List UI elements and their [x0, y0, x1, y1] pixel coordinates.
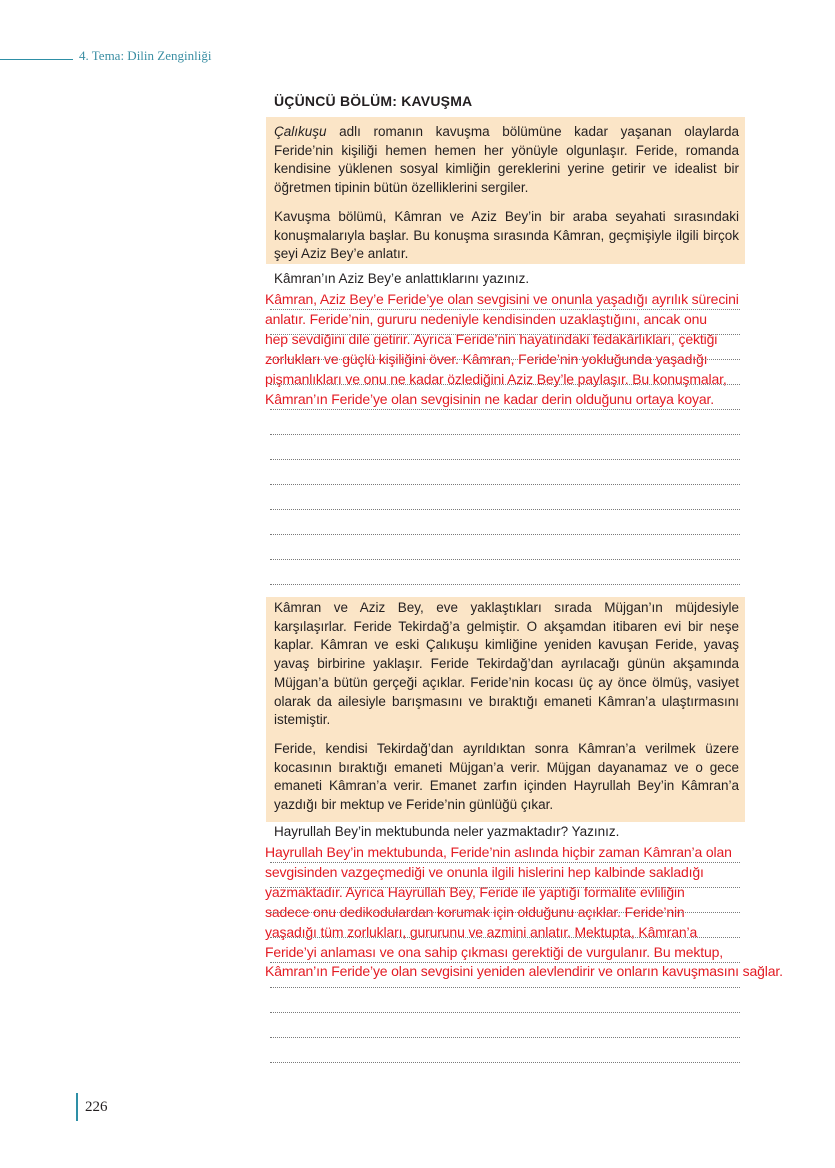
answer-line: yazmaktadır. Ayrıca Hayrullah Bey, Feride ile yaptığı formalite evliliğin — [265, 883, 685, 900]
answer-1 — [265, 290, 739, 409]
answer-line: Kâmran’ın Feride’ye olan sevgisini yeniden alevlendirir ve onların kavuşmasını sağlar. — [265, 963, 783, 980]
writing-line — [270, 459, 740, 460]
writing-line — [270, 584, 740, 585]
writing-line — [270, 937, 740, 938]
answer-line: anlatır. Feride’nin, gururu nedeniyle kendisinden uzaklaştığını, ancak onu — [265, 310, 707, 327]
answer-line: yaşadığı tüm zorlukları, gururunu ve azmini anlatır. Mektupta, Kâmran’a — [265, 923, 698, 940]
header-rule — [0, 59, 73, 60]
answer-line: hep sevdiğini dile getirir. Ayrıca Feride’nin hayatındaki fedakârlıkları, çektiği — [265, 330, 718, 347]
chapter-header: 4. Tema: Dilin Zenginliği — [79, 48, 212, 63]
answer-line: sadece onu dedikodulardan korumak için olduğunu açıklar. Feride’nin — [265, 903, 685, 920]
writing-line — [270, 962, 740, 963]
writing-line — [270, 559, 740, 560]
summary-paragraph: Kavuşma bölümü, Kâmran ve Aziz Bey’in bir araba seyahati sırasındaki konuşmalarıyla başlar. Bu konuşma sırasında Kâmran, geçmişiyle ilgili birçok şeyi Aziz Bey’e anlatır. — [274, 208, 739, 262]
question-2: Hayrullah Bey’in mektubunda neler yazmaktadır? Yazınız. — [274, 824, 620, 839]
writing-line — [270, 509, 740, 510]
answer-line: Feride’yi anlaması ve ona sahip çıkması gerektiği de vurgulanır. Bu mektup, — [265, 943, 723, 960]
writing-line — [270, 862, 740, 863]
footer-rule — [76, 1093, 78, 1121]
answer-line: Kâmran, Aziz Bey’e Feride’ye olan sevgisini ve onunla yaşadığı ayrılık sürecini — [265, 291, 739, 307]
writing-line — [270, 912, 740, 913]
page-number: 226 — [85, 1099, 108, 1115]
writing-line — [270, 1037, 740, 1038]
answer-line: Hayrullah Bey’in mektubunda, Feride’nin aslında hiçbir zaman Kâmran’a olan — [265, 844, 732, 860]
writing-line — [270, 1062, 740, 1063]
writing-line — [270, 434, 740, 435]
answer-line: pişmanlıkları ve onu ne kadar özlediğini Aziz Bey’le paylaşır. Bu konuşmalar, — [265, 370, 727, 387]
answer-line: sevgisinden vazgeçmediği ve onunla ilgili hislerini hep kalbinde sakladığı — [265, 863, 704, 880]
book-title: Çalıkuşu — [274, 124, 327, 139]
writing-line — [270, 359, 740, 360]
answer-line: Kâmran’ın Feride’ye olan sevgisinin ne kadar derin olduğunu ortaya koyar. — [265, 390, 714, 407]
writing-line — [270, 484, 740, 485]
summary-paragraph — [274, 123, 739, 198]
writing-line — [270, 334, 740, 335]
answer-line: zorlukları ve güçlü kişiliğini över. Kâmran, Feride’nin yokluğunda yaşadığı — [265, 350, 708, 367]
writing-line — [270, 1012, 740, 1013]
writing-line — [270, 309, 740, 310]
writing-line — [270, 987, 740, 988]
question-1: Kâmran’ın Aziz Bey’e anlattıklarını yazınız. — [274, 271, 530, 286]
writing-line — [270, 409, 740, 410]
writing-line — [270, 384, 740, 385]
summary-box-2 — [266, 597, 745, 822]
writing-line — [270, 534, 740, 535]
summary-text: adlı romanın kavuşma bölümüne kadar yaşanan olaylarda Feride’nin kişiliği hemen hemen her yönüyle olgunlaşır. Feride, romanda kendisine yüklenen sosyal kimliğin gereklerini yerine getirir ve idealist bir öğretmen tipinin bütün özelliklerini sergiler. — [274, 124, 739, 196]
summary-paragraph: Feride, kendisi Tekirdağ’dan ayrıldıktan sonra Kâmran’a verilmek üzere kocasının bıraktığı emaneti Müjgan’a verir. Müjgan dayanamaz ve o gece emaneti Kâmran’a verir. Emanet zarfın içinden Hayrullah Bey’in Kâmran’a yazdığı bir mektup ve Feride’nin günlüğü çıkar. — [274, 740, 739, 813]
section-title: ÜÇÜNCÜ BÖLÜM: KAVUŞMA — [274, 93, 473, 109]
writing-line — [270, 887, 740, 888]
summary-box-1 — [266, 117, 745, 264]
summary-paragraph: Kâmran ve Aziz Bey, eve yaklaştıkları sırada Müjgan’ın müjdesiyle karşılaşırlar. Feride Tekirdağ’a gelmiştir. O akşamdan itibaren evi bir neşe kaplar. Kâmran ve eski Çalıkuşu kimliğine yeniden kavuşan Feride, yavaş yavaş birbirine yaklaşır. Feride Tekirdağ’dan ayrılacağı günün akşamında Müjgan’a bütün gerçeği açıklar. Feride’nin kocası üç ay önce ölmüş, vasiyet olarak da ailesiyle barışmasını ve bıraktığı emaneti Kâmran’a ulaştırmasını istemiştir. — [274, 600, 739, 728]
